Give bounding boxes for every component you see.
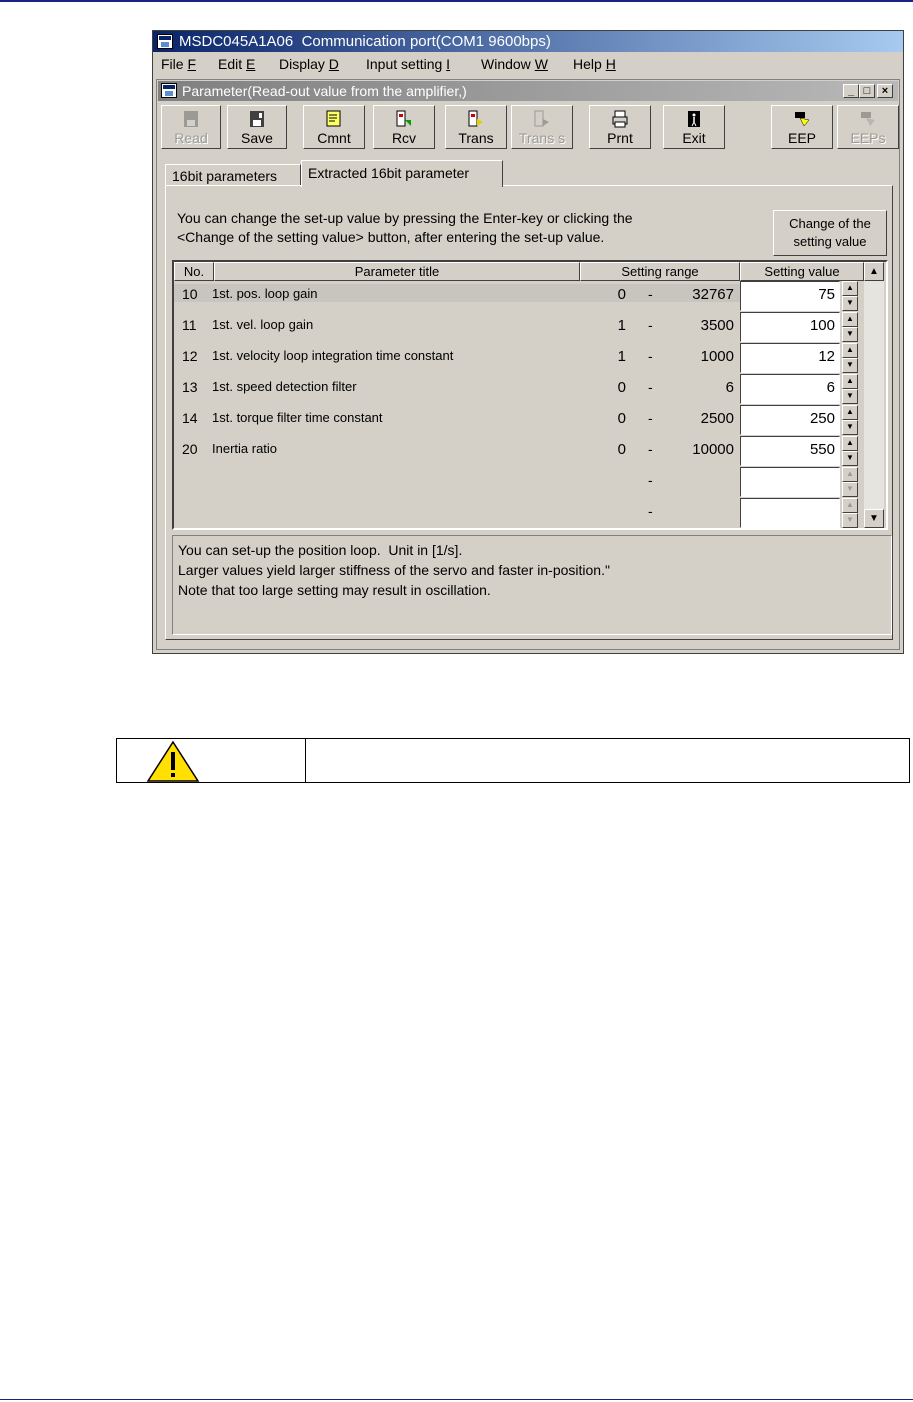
setting-value-input[interactable]	[740, 467, 840, 497]
table-row[interactable]	[174, 405, 854, 436]
parameter-description	[172, 535, 892, 635]
toolbar-trans-s-button[interactable]	[511, 105, 573, 149]
tab-extracted-16bit-parameter[interactable]: Extracted 16bit parameter	[301, 160, 503, 187]
spin-up-arrow-icon[interactable]: ▲	[842, 467, 858, 482]
toolbar-button-label: Rcv	[391, 130, 417, 146]
menu-help[interactable]	[573, 53, 616, 75]
setting-value-input[interactable]: 250	[740, 405, 840, 435]
row-number: 11	[182, 317, 197, 333]
spin-up-arrow-icon[interactable]: ▲	[842, 312, 858, 327]
caution-icon-cell	[117, 739, 306, 782]
scroll-down-arrow-icon[interactable]: ▼	[864, 509, 884, 528]
parameter-window	[156, 79, 900, 650]
table-row[interactable]	[174, 312, 854, 343]
spin-up-arrow-icon[interactable]: ▲	[842, 374, 858, 389]
minimize-button[interactable]: _	[843, 84, 859, 98]
menu-label: Input setting	[366, 56, 447, 72]
table-row[interactable]	[174, 281, 854, 312]
setting-value-spinner[interactable]	[842, 281, 858, 311]
menu-input-setting[interactable]	[366, 53, 450, 75]
spin-down-arrow-icon[interactable]: ▼	[842, 513, 858, 528]
row-range-max: 3500	[700, 317, 734, 334]
toolbar-exit-button[interactable]	[663, 105, 725, 149]
page-bottom-rule	[0, 1399, 913, 1400]
column-header-setting-range[interactable]: Setting range	[580, 262, 740, 281]
menu-accelerator-key: W	[534, 56, 548, 72]
toolbar-eeps-button[interactable]	[837, 105, 899, 149]
row-number: 13	[182, 379, 198, 395]
toolbar-button-label: Prnt	[607, 130, 633, 146]
instruction-text: You can change the set-up value by pressing the Enter-key or clicking the <Change of the setting value> button, after entering the set-up value.	[177, 210, 633, 245]
row-range-min: 0	[617, 379, 626, 396]
menu-label: Display	[279, 56, 329, 72]
toolbar-button-label: EEP	[787, 130, 816, 146]
row-range-dash: -	[648, 379, 653, 395]
table-row[interactable]	[174, 467, 854, 498]
toolbar-button-label: Save	[241, 130, 273, 146]
column-header-setting-value[interactable]: Setting value	[740, 262, 864, 281]
spin-up-arrow-icon[interactable]: ▲	[842, 436, 858, 451]
menu-accelerator-key: I	[446, 56, 451, 72]
toolbar-read-button[interactable]	[161, 105, 221, 149]
spin-up-arrow-icon[interactable]: ▲	[842, 343, 858, 358]
transmit-icon	[468, 110, 484, 128]
description-line: You can set-up the position loop. Unit in [1/s].	[178, 542, 463, 558]
toolbar	[159, 105, 899, 151]
setting-value-spinner[interactable]	[842, 498, 858, 528]
menu-accelerator-key: E	[246, 56, 256, 72]
toolbar-save-button[interactable]	[227, 105, 287, 149]
row-range-max: 10000	[692, 441, 734, 458]
change-setting-value-button[interactable]	[773, 210, 887, 256]
menu-label: Edit	[218, 56, 247, 72]
setting-value-spinner[interactable]	[842, 343, 858, 373]
setting-value-spinner[interactable]	[842, 467, 858, 497]
spin-down-arrow-icon[interactable]: ▼	[842, 451, 858, 466]
note-icon	[326, 110, 342, 128]
table-row[interactable]	[174, 436, 854, 467]
caution-box	[116, 738, 910, 783]
row-range-dash: -	[648, 286, 653, 302]
row-range-dash: -	[648, 472, 653, 488]
app-window	[152, 30, 904, 654]
menu-label: Window	[481, 56, 535, 72]
spin-down-arrow-icon[interactable]: ▼	[842, 482, 858, 497]
spin-up-arrow-icon[interactable]: ▲	[842, 281, 858, 296]
caution-text-cell	[306, 739, 909, 782]
grid-vertical-scrollbar[interactable]	[864, 262, 884, 528]
floppy-save-icon	[249, 110, 265, 128]
tab-16bit-parameters[interactable]: 16bit parameters	[165, 164, 301, 186]
exit-door-icon	[686, 110, 702, 128]
toolbar-button-label: Read	[174, 130, 208, 146]
spin-down-arrow-icon[interactable]: ▼	[842, 389, 858, 404]
setting-value-input[interactable]: 12	[740, 343, 840, 373]
eeprom-selected-icon	[860, 110, 876, 128]
menu-accelerator-key: H	[605, 56, 616, 72]
scroll-up-arrow-icon[interactable]: ▲	[864, 262, 884, 281]
spin-up-arrow-icon[interactable]: ▲	[842, 498, 858, 513]
row-parameter-title: 1st. vel. loop gain	[212, 317, 314, 332]
warning-triangle-icon	[143, 739, 203, 783]
row-parameter-title: 1st. speed detection filter	[212, 379, 357, 394]
setting-value-input[interactable]: 75	[740, 281, 840, 311]
menu-label: File	[161, 56, 188, 72]
page-top-rule	[0, 0, 913, 2]
setting-value-input[interactable]: 6	[740, 374, 840, 404]
row-range-max: 6	[725, 379, 734, 396]
row-range-min: 0	[617, 410, 626, 427]
spin-down-arrow-icon[interactable]: ▼	[842, 296, 858, 311]
parameter-window-title: Parameter(Read-out value from the amplifier,)	[182, 83, 467, 99]
spin-down-arrow-icon[interactable]: ▼	[842, 327, 858, 342]
row-range-dash: -	[648, 441, 653, 457]
toolbar-button-label: Exit	[682, 130, 706, 146]
floppy-disk-icon	[183, 110, 199, 128]
change-setting-value-label: Change of the setting value	[789, 216, 871, 249]
parameter-window-title-bar[interactable]	[158, 81, 898, 101]
description-line: Larger values yield larger stiffness of the servo and faster in-position."	[178, 562, 610, 578]
maximize-button[interactable]: □	[859, 84, 875, 98]
row-range-max: 32767	[692, 286, 734, 303]
toolbar-prnt-button[interactable]	[589, 105, 651, 149]
toolbar-eep-button[interactable]	[771, 105, 833, 149]
row-range-min: 0	[617, 286, 626, 303]
row-parameter-title: 1st. pos. loop gain	[212, 286, 318, 301]
setting-value-spinner[interactable]	[842, 312, 858, 342]
setting-value-spinner[interactable]	[842, 405, 858, 435]
row-number: 10	[182, 286, 198, 302]
setting-value-spinner[interactable]	[842, 374, 858, 404]
row-parameter-title: 1st. velocity loop integration time constant	[212, 348, 454, 363]
menu-accelerator-key: D	[328, 56, 339, 72]
toolbar-button-label: Cmnt	[317, 130, 351, 146]
menu-display[interactable]	[279, 53, 339, 75]
app-title-text: MSDC045A1A06 Communication port(COM1 9600bps)	[179, 33, 551, 50]
row-range-min: 1	[617, 348, 626, 365]
setting-value-input[interactable]: 550	[740, 436, 840, 466]
toolbar-rcv-button[interactable]	[373, 105, 435, 149]
menu-edit[interactable]	[218, 53, 255, 75]
row-number: 20	[182, 441, 198, 457]
close-button[interactable]: ×	[877, 84, 893, 98]
spin-down-arrow-icon[interactable]: ▼	[842, 358, 858, 373]
menu-accelerator-key: F	[187, 56, 197, 72]
parameter-grid	[172, 260, 888, 530]
row-range-dash: -	[648, 317, 653, 333]
column-header-parameter-title[interactable]: Parameter title	[214, 262, 580, 281]
menu-file[interactable]	[161, 53, 196, 75]
toolbar-cmnt-button[interactable]	[303, 105, 365, 149]
eeprom-icon	[794, 110, 810, 128]
toolbar-button-label: Trans	[458, 130, 494, 146]
table-row[interactable]	[174, 374, 854, 405]
row-parameter-title: Inertia ratio	[212, 441, 278, 456]
row-number: 14	[182, 410, 198, 426]
setting-value-spinner[interactable]	[842, 436, 858, 466]
row-range-dash: -	[648, 410, 653, 426]
row-parameter-title: 1st. torque filter time constant	[212, 410, 383, 425]
row-number: 12	[182, 348, 198, 364]
parameter-window-icon	[161, 83, 177, 98]
menu-bar	[153, 53, 903, 75]
row-range-min: 1	[617, 317, 626, 334]
app-title-bar[interactable]	[153, 31, 903, 52]
menu-window[interactable]	[481, 53, 548, 75]
description-line: Note that too large setting may result in oscillation.	[178, 582, 491, 598]
column-header-no[interactable]: No.	[174, 262, 214, 281]
row-range-max: 2500	[700, 410, 734, 427]
transmit-selected-icon	[534, 110, 550, 128]
spin-down-arrow-icon[interactable]: ▼	[842, 420, 858, 435]
toolbar-button-label: Trans s	[518, 130, 566, 146]
setting-value-input[interactable]	[740, 498, 840, 528]
menu-label: Help	[573, 56, 606, 72]
row-range-dash: -	[648, 503, 653, 519]
row-range-max: 1000	[700, 348, 734, 365]
row-range-dash: -	[648, 348, 653, 364]
receive-icon	[396, 110, 412, 128]
printer-icon	[612, 110, 628, 128]
row-range-min: 0	[617, 441, 626, 458]
table-row[interactable]	[174, 498, 854, 529]
toolbar-button-label: EEPs	[850, 130, 886, 146]
spin-up-arrow-icon[interactable]: ▲	[842, 405, 858, 420]
setting-value-input[interactable]: 100	[740, 312, 840, 342]
app-window-icon	[157, 34, 173, 49]
table-row[interactable]	[174, 343, 854, 374]
toolbar-trans-button[interactable]	[445, 105, 507, 149]
